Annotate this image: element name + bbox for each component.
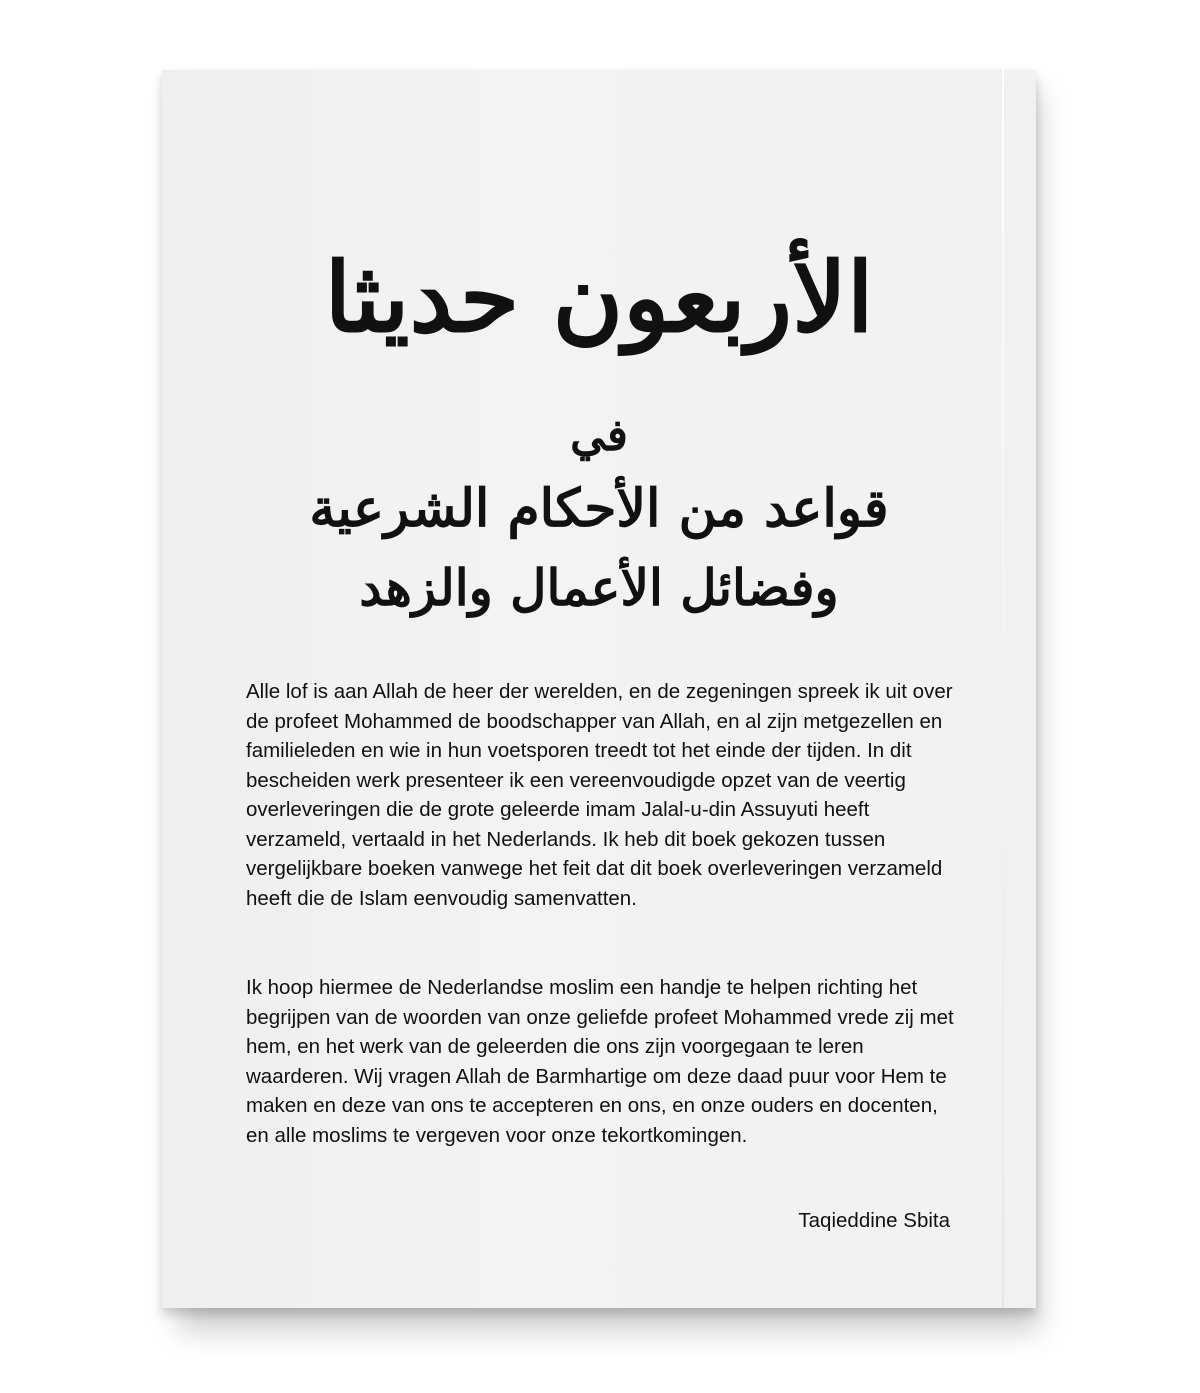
book-back-cover <box>162 70 1036 1308</box>
arabic-title: الأربعون حديثا <box>324 241 874 354</box>
arabic-title-connector: في <box>570 410 628 461</box>
arabic-subtitle-line-1: قواعد من الأحكام الشرعية <box>309 478 889 539</box>
blurb-paragraph-1: Alle lof is aan Allah de heer der werelden, en de zegeningen spreek ik uit over de profeet Mohammed de boodschapper van Allah, en al zijn metgezellen en familieleden en wie in hun voetsporen treedt tot het einde der tijden. In dit bescheiden werk presenteer ik een vereenvoudigde opzet van de veertig overleveringen die de grote geleerde imam Jalal-u-din Assuyuti heeft verzameld, vertaald in het Nederlands. Ik heb dit boek gekozen tussen vergelijkbare boeken vanwege het feit dat dit boek overleveringen verzameld heeft die de Islam eenvoudig samenvatten. <box>246 680 953 910</box>
blurb-paragraph-2: Ik hoop hiermee de Nederlandse moslim een handje te helpen richting het begrijpen van de woorden van onze geliefde profeet Mohammed vrede zij met hem, en het werk van de geleerden die ons zijn voorgegaan te leren waarderen. Wij vragen Allah de Barmhartige om deze daad puur voor Hem te maken en deze van ons te accepteren en ons, en onze ouders en docenten, en alle moslims te vergeven voor onze tekortkomingen. <box>246 976 954 1147</box>
author-signature: Taqieddine Sbita <box>798 1209 950 1232</box>
arabic-subtitle-line-2: وفضائل الأعمال والزهد <box>359 558 839 617</box>
